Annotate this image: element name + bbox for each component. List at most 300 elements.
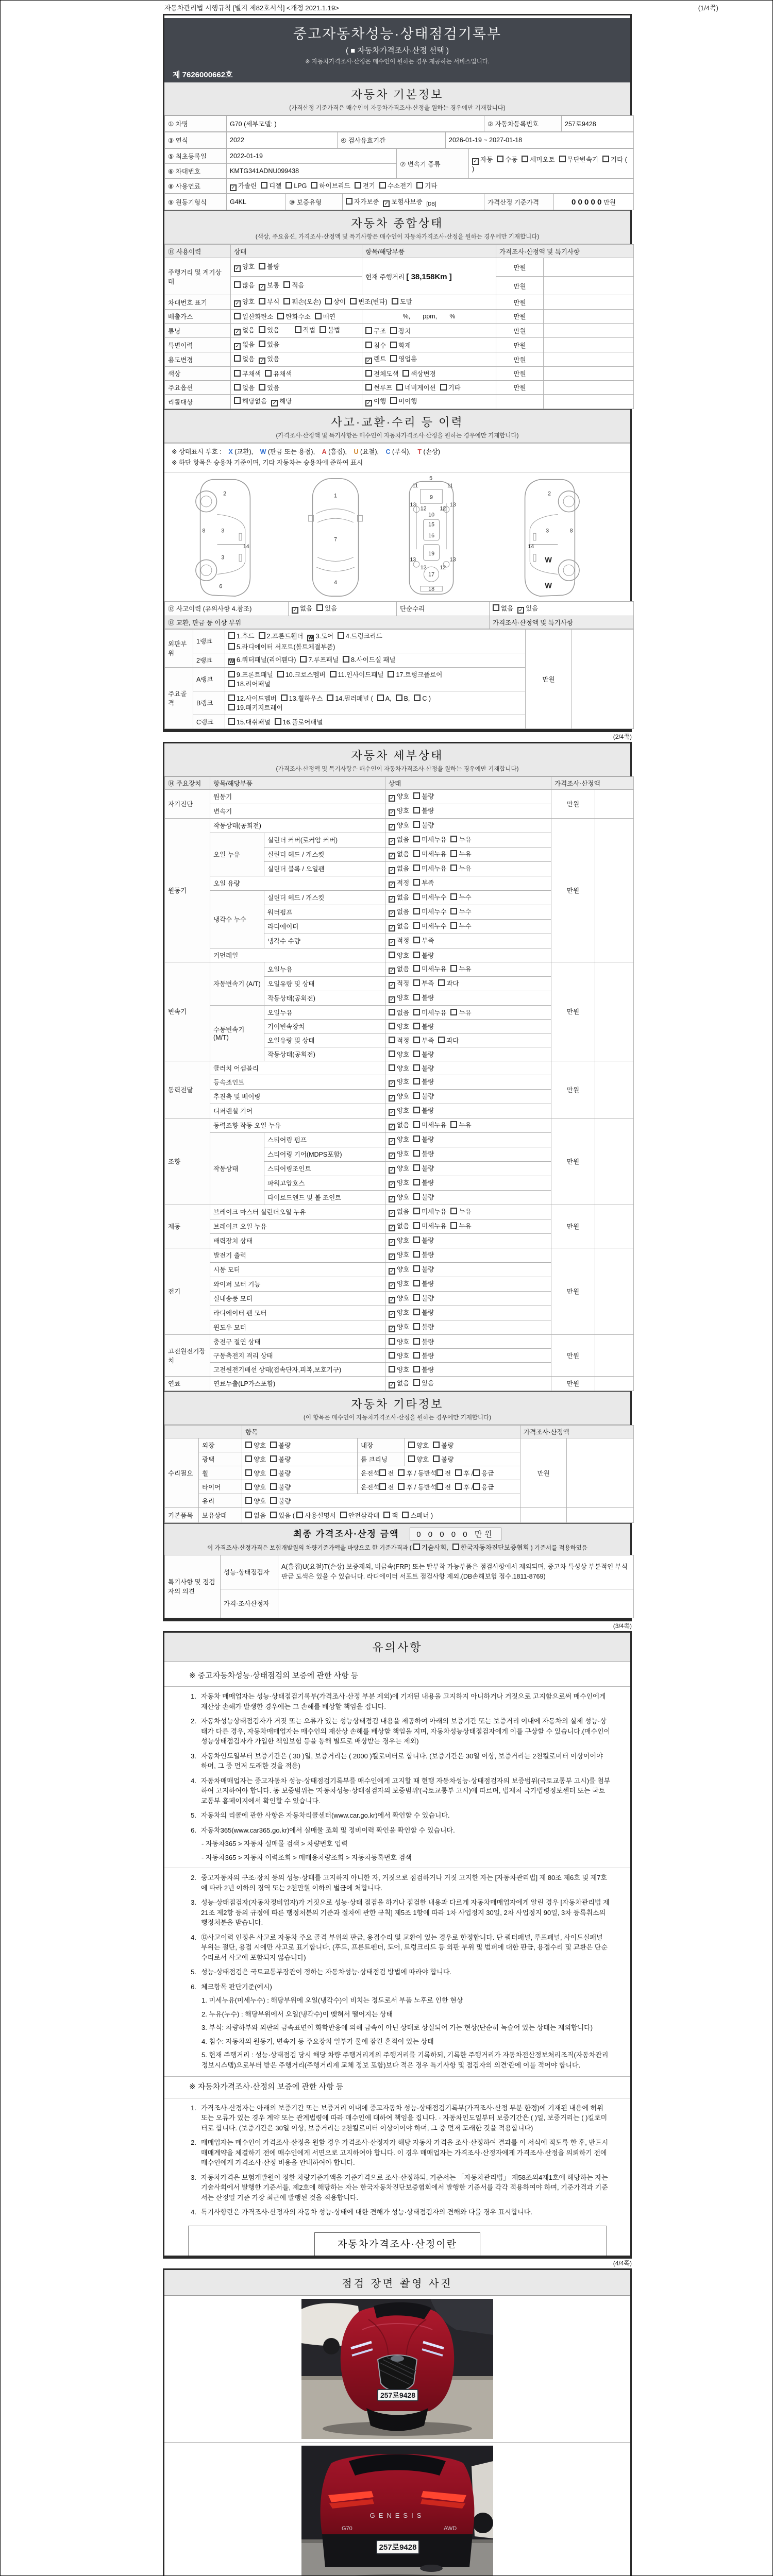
item-label: 고전원전기배선 상태(접속단자,피복,보호기구) bbox=[210, 1362, 385, 1376]
checkbox[interactable]: ✓ bbox=[472, 158, 479, 165]
checkbox[interactable] bbox=[413, 1050, 420, 1057]
checkbox[interactable]: ✓ bbox=[389, 1138, 395, 1145]
checkbox[interactable] bbox=[259, 632, 265, 639]
option-label: 없음 bbox=[242, 327, 255, 334]
checkbox[interactable] bbox=[413, 994, 420, 1001]
checkbox[interactable] bbox=[413, 1150, 420, 1157]
item-number: 1. bbox=[191, 2104, 196, 2112]
checkbox[interactable] bbox=[245, 1469, 252, 1476]
checkbox[interactable] bbox=[245, 1497, 252, 1504]
checkbox[interactable] bbox=[340, 1512, 347, 1518]
checkbox[interactable] bbox=[296, 1512, 303, 1518]
checkbox[interactable]: ✓ bbox=[292, 607, 298, 614]
checkbox[interactable]: ✓ bbox=[234, 300, 241, 307]
option-label: 불량 bbox=[267, 263, 280, 270]
note-item: 성능·상태점검은 국토교통부장관이 정하는 자동차성능·상태점검 방법에 따라야 합니다. bbox=[201, 1968, 452, 1976]
option-label: 기술사회, bbox=[421, 1544, 448, 1551]
checkbox[interactable]: ✓ bbox=[389, 838, 395, 845]
checkbox[interactable] bbox=[440, 384, 447, 391]
checkbox[interactable] bbox=[413, 1136, 420, 1142]
checkbox[interactable] bbox=[270, 1442, 277, 1448]
price-unit: 만원 bbox=[496, 310, 544, 324]
checkbox[interactable] bbox=[259, 326, 265, 333]
col-header: 항목/해당부품 bbox=[362, 245, 496, 258]
checkbox[interactable] bbox=[389, 1366, 395, 1372]
checkbox[interactable] bbox=[389, 952, 395, 958]
checkbox[interactable]: ✓ bbox=[389, 1268, 395, 1275]
row-label: 주행거리 및 계기상태 bbox=[165, 258, 231, 295]
checkbox[interactable] bbox=[265, 370, 272, 377]
checkbox[interactable] bbox=[228, 680, 235, 687]
item-label: 실린더 헤드 / 개스킷 bbox=[264, 847, 385, 861]
checkbox[interactable]: ✓ bbox=[389, 1253, 395, 1260]
checkbox[interactable] bbox=[452, 1544, 459, 1550]
damage-mark-w: W bbox=[545, 582, 552, 590]
code-a-desc: (흠집), bbox=[328, 448, 347, 455]
checkbox[interactable]: ✓ bbox=[389, 896, 395, 903]
item-number: 1. bbox=[191, 1692, 196, 1700]
checkbox[interactable] bbox=[234, 397, 241, 404]
option-label: 부식 bbox=[267, 298, 280, 306]
checkbox[interactable] bbox=[413, 850, 420, 857]
checkbox[interactable] bbox=[413, 1222, 420, 1229]
checkbox[interactable]: ✓ bbox=[234, 343, 241, 350]
checkbox[interactable] bbox=[413, 1121, 420, 1128]
checkbox[interactable] bbox=[389, 1023, 395, 1029]
checkbox[interactable] bbox=[379, 1469, 386, 1476]
checkbox[interactable] bbox=[379, 182, 386, 189]
checkbox[interactable] bbox=[413, 1544, 420, 1550]
checkbox[interactable]: ✓ bbox=[389, 1297, 395, 1303]
item-label: 라디에이터 팬 모터 bbox=[210, 1306, 385, 1320]
checkbox[interactable]: ✓ bbox=[389, 853, 395, 859]
emergency-option bbox=[473, 1484, 494, 1491]
checkbox[interactable]: ✓ bbox=[389, 867, 395, 874]
rankB-label: B랭크 bbox=[193, 691, 225, 715]
checkbox[interactable]: ✓ bbox=[389, 1196, 395, 1202]
checkbox[interactable] bbox=[295, 326, 301, 333]
item-label: 실린더 헤드 / 개스킷 bbox=[264, 890, 385, 905]
col-header: 항목/해당부품 bbox=[210, 776, 385, 789]
checkbox[interactable] bbox=[259, 384, 265, 391]
svg-text:16: 16 bbox=[428, 532, 435, 539]
checkbox[interactable] bbox=[283, 281, 290, 288]
checkbox[interactable] bbox=[396, 384, 403, 391]
separator: / bbox=[471, 1483, 474, 1491]
status-options bbox=[385, 1061, 551, 1075]
checkbox[interactable] bbox=[270, 1483, 277, 1490]
checkbox[interactable] bbox=[413, 1280, 420, 1286]
checkbox[interactable] bbox=[275, 718, 281, 725]
interior-options bbox=[405, 1438, 520, 1452]
checkbox[interactable] bbox=[281, 694, 288, 701]
checkbox[interactable] bbox=[315, 313, 322, 319]
checkbox[interactable]: ✓ bbox=[389, 968, 395, 974]
checkbox[interactable] bbox=[450, 865, 457, 871]
row-label: 주요옵션 bbox=[165, 381, 231, 395]
checkbox[interactable] bbox=[330, 671, 337, 677]
checkbox[interactable] bbox=[455, 1483, 462, 1490]
checkbox[interactable] bbox=[413, 908, 420, 914]
checkbox[interactable] bbox=[413, 922, 420, 929]
checkbox[interactable] bbox=[450, 836, 457, 842]
checkbox[interactable] bbox=[355, 182, 361, 189]
device-label: 연료 bbox=[165, 1376, 210, 1391]
checkbox[interactable] bbox=[383, 1512, 390, 1518]
checkbox[interactable] bbox=[413, 1164, 420, 1171]
option-label: 누유 bbox=[459, 1009, 472, 1016]
checkbox[interactable] bbox=[402, 370, 409, 377]
option-label: 미이행 bbox=[398, 398, 417, 405]
checkbox[interactable] bbox=[398, 1469, 405, 1476]
checkbox[interactable] bbox=[413, 1078, 420, 1084]
checkbox[interactable] bbox=[436, 1483, 443, 1490]
option-label: 응급 bbox=[481, 1483, 494, 1491]
checkbox[interactable] bbox=[270, 1512, 277, 1518]
price-warranty-box-title: ※ 자동차가격조사·산정의 보증에 관한 사항 등 bbox=[164, 2076, 630, 2098]
option-label: 5.라디에이터 서포트(볼트체결부품) bbox=[237, 643, 335, 651]
note-item: 자동차인도일부터 보증기간은 ( 30 )일, 보증거리는 ( 2000 )킬로미터로 합니다. (보증기간은 30일 이상, 보증거리는 2천킬로미터 이상이어야 하며, 그 중 먼저 도래한 것을 적용) bbox=[201, 1752, 603, 1770]
checkbox[interactable] bbox=[390, 355, 397, 362]
checkbox[interactable] bbox=[234, 384, 241, 391]
checkbox[interactable] bbox=[234, 370, 241, 377]
option-label: 미세누유 bbox=[422, 836, 447, 843]
checkbox[interactable] bbox=[379, 1483, 386, 1490]
checkbox[interactable] bbox=[602, 156, 609, 162]
checkbox[interactable] bbox=[413, 893, 420, 900]
checkbox[interactable] bbox=[277, 313, 284, 319]
checkbox[interactable] bbox=[473, 1483, 480, 1490]
option-label: 불량 bbox=[422, 1251, 434, 1259]
checkbox[interactable]: ✓ bbox=[389, 1210, 395, 1217]
checkbox[interactable]: ✓ bbox=[389, 982, 395, 989]
checkbox[interactable]: ✓ bbox=[389, 996, 395, 1003]
field-label: ③ 연식 bbox=[165, 132, 227, 148]
status-options bbox=[385, 847, 551, 861]
checkbox[interactable]: ✓ bbox=[389, 1282, 395, 1289]
checkbox[interactable] bbox=[450, 1121, 457, 1128]
checkbox[interactable] bbox=[327, 694, 333, 701]
notes-body bbox=[164, 1662, 630, 2259]
section-subtitle: (색상, 주요옵션, 가격조사·산정액 및 특기사항은 매수인이 자동차가격조사·산정을 원하는 경우에만 기재합니다) bbox=[255, 234, 540, 240]
row-label: 차대번호 표기 bbox=[165, 295, 231, 310]
checkbox[interactable] bbox=[414, 694, 421, 701]
checkbox[interactable] bbox=[234, 355, 241, 362]
checkbox[interactable] bbox=[350, 298, 357, 304]
section-title: 자동차 기타정보 bbox=[351, 1397, 444, 1411]
rank2-options bbox=[225, 653, 526, 667]
checkbox[interactable] bbox=[455, 1469, 462, 1476]
code-x: X bbox=[228, 448, 233, 455]
checkbox[interactable]: ✓ bbox=[389, 882, 395, 888]
item-label: 작동상태(공회전) bbox=[264, 1047, 385, 1061]
checkbox[interactable] bbox=[365, 384, 372, 391]
checkbox[interactable] bbox=[228, 718, 235, 725]
checkbox[interactable] bbox=[259, 341, 265, 347]
field-label: ⑩ 보증유형 bbox=[286, 194, 343, 210]
checkbox[interactable] bbox=[450, 908, 457, 914]
checkbox[interactable] bbox=[270, 1455, 277, 1462]
item-number: 6. bbox=[191, 1826, 196, 1834]
checkbox[interactable] bbox=[259, 298, 265, 304]
checkbox[interactable] bbox=[316, 604, 323, 611]
checkbox[interactable]: ✓ bbox=[365, 358, 372, 364]
checkbox[interactable] bbox=[389, 1037, 395, 1043]
checkbox[interactable] bbox=[283, 298, 290, 304]
checkbox[interactable] bbox=[389, 1338, 395, 1345]
checkbox[interactable]: ✓ bbox=[389, 1167, 395, 1174]
checkbox[interactable] bbox=[270, 1469, 277, 1476]
checkbox[interactable] bbox=[413, 879, 420, 886]
checkbox[interactable]: ✓ bbox=[259, 358, 265, 364]
option-label: 전체도색 bbox=[374, 370, 399, 378]
checkbox[interactable] bbox=[413, 1294, 420, 1301]
checkbox[interactable]: ✓ bbox=[271, 400, 278, 406]
checkbox[interactable] bbox=[338, 632, 344, 639]
checkbox[interactable] bbox=[413, 965, 420, 972]
checkbox[interactable]: ✓ bbox=[389, 925, 395, 931]
checkbox[interactable] bbox=[245, 1442, 252, 1448]
checkbox[interactable] bbox=[346, 198, 352, 205]
checkbox[interactable]: ✓ bbox=[389, 1095, 395, 1101]
checkbox[interactable] bbox=[413, 1208, 420, 1214]
checkbox[interactable] bbox=[413, 807, 420, 814]
option-label: 없음 bbox=[397, 1379, 410, 1387]
checkbox[interactable] bbox=[413, 1323, 420, 1330]
note-item: 자동차 매매업자는 성능·상태점검기록부(가격조사·산정 부분 제외)에 기재된 내용을 고지하지 아니하거나 거짓으로 고지함으로써 매수인에게 재산상 손해가 발생한 경우에는 그 손해를 배상할 책임을 집니다. bbox=[201, 1692, 606, 1710]
checkbox[interactable] bbox=[234, 313, 241, 319]
checkbox[interactable] bbox=[389, 1352, 395, 1359]
option-label: 양호 bbox=[254, 1497, 266, 1505]
accident-legend bbox=[164, 443, 630, 472]
checkbox[interactable] bbox=[413, 1092, 420, 1099]
checkbox[interactable] bbox=[413, 1064, 420, 1071]
checkbox[interactable] bbox=[390, 342, 397, 348]
checkbox[interactable] bbox=[522, 156, 528, 162]
checkbox[interactable] bbox=[413, 979, 420, 986]
checkbox[interactable] bbox=[245, 1455, 252, 1462]
checkbox[interactable]: ✓ bbox=[389, 1181, 395, 1188]
checkbox[interactable] bbox=[450, 850, 457, 857]
checkbox[interactable] bbox=[413, 1352, 420, 1359]
checkbox[interactable] bbox=[413, 1179, 420, 1185]
checkbox[interactable] bbox=[438, 1037, 445, 1043]
checkbox[interactable] bbox=[493, 604, 499, 611]
checkbox[interactable]: ✓ bbox=[389, 1382, 395, 1388]
option-label: 훼손(오손) bbox=[292, 298, 321, 306]
option-label: 해당 bbox=[279, 398, 292, 405]
checkbox[interactable]: ✓ bbox=[389, 809, 395, 816]
checkbox[interactable] bbox=[300, 656, 307, 663]
option-label: 1.후드 bbox=[237, 632, 255, 640]
field-label: ⑤ 최초등록일 bbox=[165, 149, 227, 164]
checkbox[interactable]: ✓ bbox=[389, 1239, 395, 1246]
checkbox[interactable] bbox=[277, 671, 284, 677]
option-label: 없음 bbox=[397, 865, 410, 872]
checkbox[interactable] bbox=[413, 792, 420, 799]
checkbox[interactable]: ✓ bbox=[389, 1109, 395, 1116]
checkbox[interactable] bbox=[388, 671, 394, 677]
device-label: 고전원전기장치 bbox=[165, 1334, 210, 1376]
checkbox[interactable] bbox=[413, 1107, 420, 1113]
checkbox[interactable]: ✓ bbox=[230, 184, 237, 191]
checkbox[interactable] bbox=[413, 1023, 420, 1029]
status-options bbox=[385, 1205, 551, 1219]
device-label: 변속기 bbox=[165, 962, 210, 1061]
checkbox[interactable] bbox=[228, 671, 235, 677]
checkbox[interactable] bbox=[228, 632, 235, 639]
checkbox[interactable]: ✓ bbox=[365, 400, 372, 406]
final-price-label: 최종 가격조사·산정 금액 bbox=[293, 1529, 399, 1539]
checkbox[interactable] bbox=[311, 182, 317, 189]
checkbox[interactable] bbox=[450, 1222, 457, 1229]
checkbox[interactable] bbox=[413, 1265, 420, 1272]
checkbox[interactable]: ✓ bbox=[389, 910, 395, 917]
checkbox[interactable] bbox=[228, 694, 235, 701]
svg-text:14: 14 bbox=[243, 543, 249, 550]
checkbox[interactable] bbox=[320, 326, 326, 333]
svg-text:11: 11 bbox=[412, 482, 418, 489]
checkbox[interactable] bbox=[413, 836, 420, 842]
checkbox[interactable] bbox=[261, 182, 267, 189]
checkbox[interactable] bbox=[436, 1469, 443, 1476]
repaint-options bbox=[362, 367, 496, 381]
checkbox[interactable] bbox=[396, 694, 402, 701]
checkbox[interactable] bbox=[450, 1208, 457, 1214]
checkbox[interactable]: ✓ bbox=[259, 284, 265, 291]
checkbox[interactable] bbox=[285, 182, 292, 189]
checkbox[interactable] bbox=[413, 1379, 420, 1386]
checkbox[interactable] bbox=[450, 922, 457, 929]
car-name-value: G70 (세부모델: ) bbox=[227, 116, 484, 132]
checkbox[interactable] bbox=[389, 1050, 395, 1057]
price-unit: 만원 bbox=[551, 1248, 595, 1334]
checkbox[interactable] bbox=[343, 656, 349, 663]
wheel-position-options bbox=[358, 1466, 520, 1480]
checkbox[interactable] bbox=[413, 952, 420, 958]
option-label: 누수 bbox=[459, 893, 472, 901]
checkbox[interactable]: ✓ bbox=[389, 1153, 395, 1159]
checkbox[interactable] bbox=[390, 397, 397, 404]
checkbox[interactable] bbox=[438, 979, 445, 986]
checkbox[interactable] bbox=[365, 342, 372, 348]
checkbox[interactable] bbox=[408, 1455, 415, 1462]
checkbox[interactable] bbox=[497, 156, 503, 162]
checkbox[interactable] bbox=[413, 1037, 420, 1043]
checkbox[interactable]: ✓ bbox=[389, 1080, 395, 1087]
checkbox[interactable] bbox=[433, 1442, 440, 1448]
remark-cell bbox=[520, 1507, 567, 1522]
checkbox[interactable]: ✓ bbox=[389, 939, 395, 946]
checkbox[interactable] bbox=[413, 1338, 420, 1345]
checkbox[interactable] bbox=[270, 1497, 277, 1504]
checkbox[interactable]: ✓ bbox=[389, 795, 395, 802]
checkbox[interactable] bbox=[390, 327, 397, 334]
checkbox[interactable]: W bbox=[229, 658, 234, 665]
checkbox[interactable] bbox=[559, 156, 566, 162]
checkbox[interactable] bbox=[450, 965, 457, 972]
checkbox[interactable] bbox=[413, 1366, 420, 1372]
document-title-banner bbox=[164, 15, 630, 82]
remark-cell bbox=[544, 295, 634, 310]
checkbox[interactable] bbox=[413, 1251, 420, 1258]
note-subitem: - 자동차365 > 자동차 이력조회 > 매매용차량조회 > 자동차등록번호 검색 bbox=[201, 1853, 412, 1861]
option-label: 양호 bbox=[397, 1366, 410, 1374]
checkbox[interactable]: ✓ bbox=[234, 329, 241, 335]
basics-have-options bbox=[245, 1512, 291, 1519]
checkbox[interactable]: ✓ bbox=[389, 1311, 395, 1318]
checkbox[interactable] bbox=[413, 1309, 420, 1315]
checkbox[interactable] bbox=[228, 643, 235, 650]
svg-text:15: 15 bbox=[428, 521, 435, 528]
color-options bbox=[231, 367, 362, 381]
checkbox[interactable] bbox=[408, 1442, 415, 1448]
device-label: 제동 bbox=[165, 1205, 210, 1248]
checkbox[interactable] bbox=[433, 1455, 440, 1462]
checkbox[interactable] bbox=[234, 281, 241, 288]
checkbox[interactable] bbox=[416, 182, 423, 189]
separator: / bbox=[471, 1469, 474, 1477]
checkbox[interactable]: ✓ bbox=[383, 200, 390, 207]
checkbox[interactable] bbox=[392, 298, 398, 304]
checkbox[interactable] bbox=[413, 937, 420, 943]
recall-done-options bbox=[362, 395, 496, 409]
checkbox[interactable] bbox=[413, 1236, 420, 1243]
checkbox[interactable] bbox=[365, 327, 372, 334]
checkbox[interactable] bbox=[450, 1009, 457, 1015]
option-label: 부족 bbox=[422, 1037, 434, 1044]
option-label: 양호 bbox=[397, 1280, 410, 1287]
option-label: 불량 bbox=[278, 1483, 291, 1491]
checkbox[interactable] bbox=[413, 1193, 420, 1200]
field-label: 가격산정 기준가격 bbox=[484, 194, 554, 210]
checkbox[interactable] bbox=[473, 1469, 480, 1476]
checkbox[interactable] bbox=[365, 370, 372, 377]
checkbox[interactable] bbox=[245, 1483, 252, 1490]
option-label: 누수 bbox=[459, 908, 472, 916]
checkbox[interactable] bbox=[413, 865, 420, 871]
checkbox[interactable] bbox=[325, 298, 332, 304]
checkbox[interactable] bbox=[398, 1483, 405, 1490]
checkbox[interactable]: ✓ bbox=[389, 1225, 395, 1231]
checkbox[interactable] bbox=[413, 1009, 420, 1015]
option-label: 수소전기 bbox=[387, 182, 413, 190]
checkbox[interactable]: ✓ bbox=[389, 1326, 395, 1332]
svg-text:5: 5 bbox=[429, 475, 433, 482]
checkbox[interactable] bbox=[389, 1064, 395, 1071]
checkbox[interactable]: ✓ bbox=[389, 824, 395, 831]
checkbox[interactable]: ✓ bbox=[517, 607, 524, 614]
option-label: 후 bbox=[406, 1483, 413, 1491]
car-top-view bbox=[305, 474, 366, 602]
option-label: 후 bbox=[463, 1469, 470, 1477]
checkbox[interactable] bbox=[402, 1512, 409, 1518]
checkbox[interactable] bbox=[259, 263, 265, 269]
checkbox[interactable]: W bbox=[308, 635, 313, 641]
item-number: 4. bbox=[191, 1933, 196, 1941]
checkbox[interactable] bbox=[389, 1009, 395, 1015]
option-label: 18.리어패널 bbox=[237, 681, 271, 688]
checkbox[interactable] bbox=[245, 1512, 252, 1518]
checkbox[interactable] bbox=[228, 704, 235, 710]
checkbox[interactable] bbox=[413, 821, 420, 828]
checkbox[interactable] bbox=[377, 694, 384, 701]
checkbox[interactable]: ✓ bbox=[234, 265, 241, 272]
option-label: 상이 bbox=[333, 298, 346, 306]
checkbox[interactable] bbox=[450, 893, 457, 900]
option-label: 양호 bbox=[397, 1179, 410, 1187]
checkbox[interactable]: ✓ bbox=[389, 1124, 395, 1130]
